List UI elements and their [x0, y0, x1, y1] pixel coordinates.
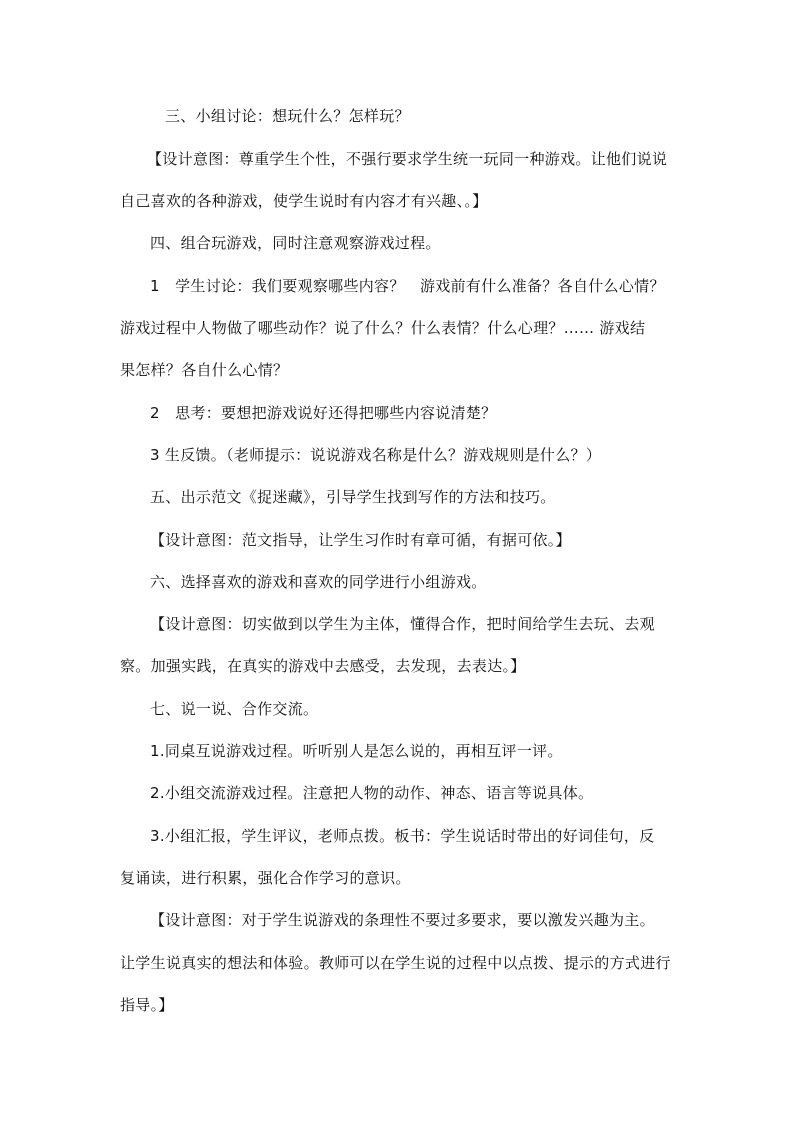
item-3-line-2: 复诵读，进行积累，强化合作学习的意识。 — [120, 869, 411, 887]
heading-talk-cooperate: 七、说一说、合作交流。 — [150, 700, 319, 718]
item-2-group-exchange: 2.小组交流游戏过程。注意把人物的动作、神态、语言等说具体。 — [150, 784, 594, 802]
heading-group-play: 四、组合玩游戏，同时注意观察游戏过程。 — [150, 234, 441, 252]
design-intent-2: 【设计意图：范文指导，让学生习作时有章可循，有据可依。】 — [150, 531, 571, 549]
design-intent-3-line-1: 【设计意图：切实做到以学生为主体，懂得合作，把时间给学生去玩、去观 — [150, 615, 655, 633]
design-intent-1-line-2: 自己喜欢的各种游戏，使学生说时有内容才有兴趣、。】 — [120, 192, 488, 210]
design-intent-4-line-3: 指导。】 — [120, 996, 174, 1014]
step-2-think: 2 思考：要想把游戏说好还得把哪些内容说清楚？ — [150, 404, 497, 422]
design-intent-1-line-1: 【设计意图：尊重学生个性，不强行要求学生统一玩同一种游戏。让他们说说 — [147, 150, 668, 168]
heading-group-discussion: 三、小组讨论：想玩什么？怎样玩？ — [165, 107, 410, 125]
design-intent-4-line-2: 让学生说真实的想法和体验。教师可以在学生说的过程中以点拨、提示的方式进行 — [120, 954, 671, 972]
step-1-line-1: 1 学生讨论：我们要观察哪些内容？ 游戏前有什么准备？各自什么心情？ — [150, 277, 665, 295]
design-intent-4-line-1: 【设计意图：对于学生说游戏的条理性不要过多要求，要以激发兴趣为主。 — [150, 911, 655, 929]
item-1-desk-mates: 1.同桌互说游戏过程。听听别人是怎么说的，再相互评一评。 — [150, 742, 563, 760]
step-1-line-2: 游戏过程中人物做了哪些动作？说了什么？什么表情？什么心理？…… 游戏结 — [120, 319, 646, 337]
step-3-feedback: 3 生反馈。（老师提示：说说游戏名称是什么？游戏规则是什么？） — [150, 446, 602, 464]
item-3-line-1: 3.小组汇报，学生评议，老师点拨。板书：学生说话时带出的好词佳句，反 — [150, 827, 655, 845]
design-intent-3-line-2: 察。加强实践，在真实的游戏中去感受，去发现，去表达。】 — [120, 657, 526, 675]
heading-sample-essay: 五、出示范文《捉迷藏》，引导学生找到写作的方法和技巧。 — [150, 488, 556, 506]
step-1-line-3: 果怎样？各自什么心情？ — [120, 361, 289, 379]
heading-choose-game: 六、选择喜欢的游戏和喜欢的同学进行小组游戏。 — [150, 573, 487, 591]
